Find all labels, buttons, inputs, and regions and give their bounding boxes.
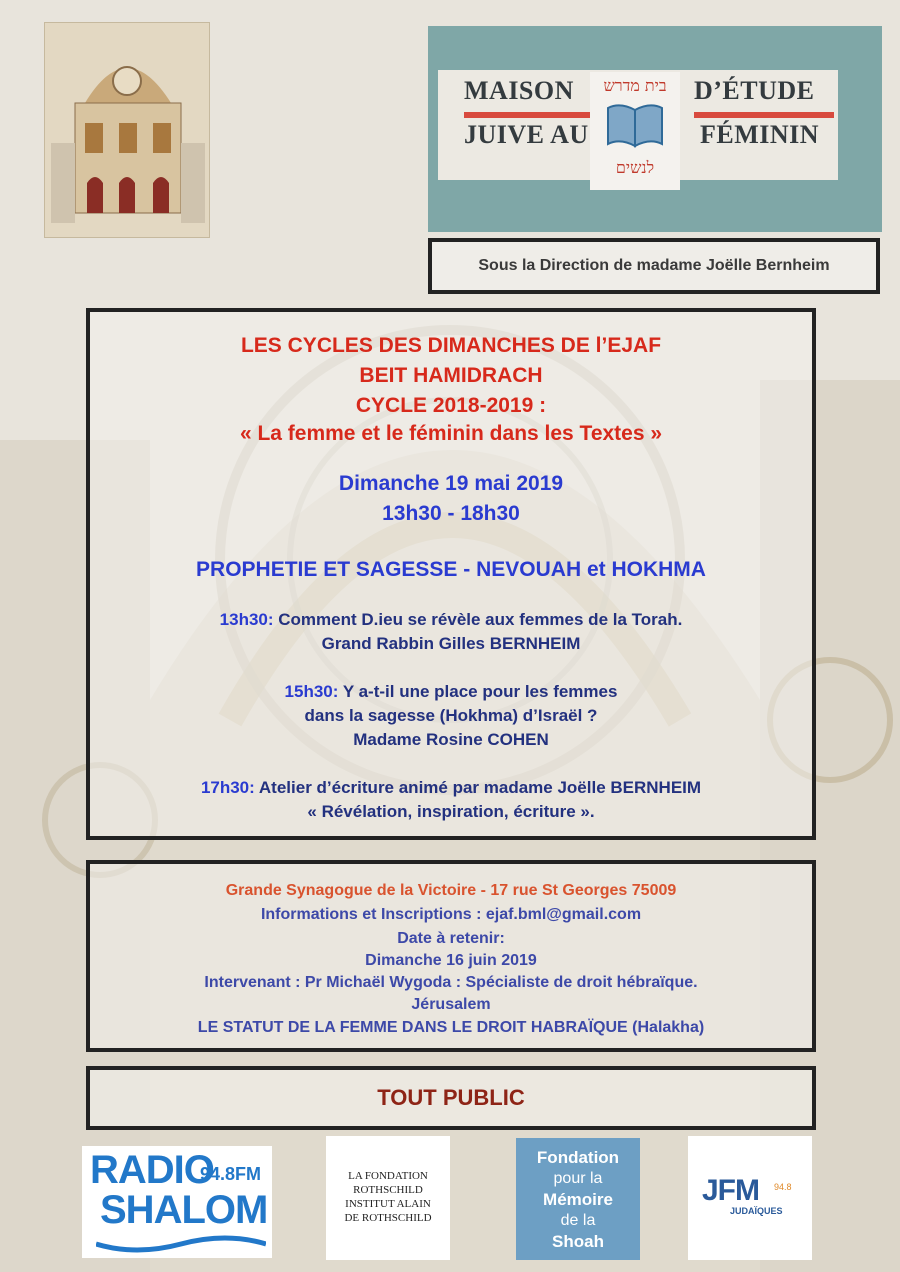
- audience-text: TOUT PUBLIC: [377, 1085, 525, 1110]
- jfm-text: JFM: [702, 1174, 759, 1207]
- session-line: [90, 610, 812, 630]
- topic: LE STATUT DE LA FEMME DANS LE DROIT HABRAÏQUE (Halakha): [197, 1019, 705, 1036]
- jfm-freq: 94.8: [774, 1182, 792, 1192]
- title-line: BEIT HAMIDRACH: [359, 364, 543, 387]
- jfm-sub: JUDAÏQUES: [730, 1206, 783, 1216]
- session-line: [90, 778, 812, 798]
- city: Jérusalem: [411, 996, 491, 1013]
- logo-text: JUIVE AU: [464, 120, 589, 149]
- venue: Grande Synagogue de la Victoire - 17 rue St Georges 75009: [225, 882, 677, 899]
- info-box: [86, 860, 816, 1052]
- session-speaker: Grand Rabbin Gilles BERNHEIM: [321, 634, 581, 653]
- session-time: 13h30:: [219, 610, 274, 629]
- fms-text: de la: [560, 1212, 596, 1229]
- audience-banner: [86, 1066, 816, 1130]
- contact: Informations et Inscriptions : ejaf.bml@gmail.com: [260, 906, 642, 923]
- fms-text: Shoah: [552, 1232, 604, 1251]
- event-time: 13h30 - 18h30: [382, 502, 520, 525]
- event-date: Dimanche 19 mai 2019: [338, 472, 564, 495]
- logo-text: FÉMININ: [700, 120, 820, 149]
- synagogue-painting: [44, 22, 210, 238]
- session-time: 15h30:: [284, 682, 339, 701]
- program-box: [86, 308, 816, 840]
- title-line: CYCLE 2018-2019 :: [355, 394, 547, 417]
- event-theme: PROPHETIE ET SAGESSE - NEVOUAH et HOKHMA: [196, 558, 706, 581]
- save-date: Dimanche 16 juin 2019: [365, 952, 537, 969]
- rothschild-logo: [326, 1136, 450, 1260]
- direction-banner: [428, 238, 880, 294]
- radio-name: RADIO: [90, 1148, 214, 1192]
- session-line: [90, 682, 812, 702]
- rothschild-text: LA FONDATION: [348, 1170, 428, 1182]
- direction-text: Sous la Direction de madame Joëlle Bernheim: [478, 257, 830, 274]
- save-date-label: Date à retenir:: [397, 930, 505, 947]
- radio-freq: 94.8FM: [200, 1164, 262, 1184]
- rothschild-text: DE ROTHSCHILD: [344, 1212, 432, 1224]
- rothschild-text: ROTHSCHILD: [353, 1184, 423, 1196]
- session-title-cont: dans la sagesse (Hokhma) d’Israël ?: [304, 706, 598, 725]
- wave-icon: [96, 1234, 266, 1254]
- logo-text: MAISON: [464, 76, 574, 105]
- session-speaker: Madame Rosine COHEN: [353, 730, 549, 749]
- book-emblem: [590, 72, 680, 190]
- rothschild-text: INSTITUT ALAIN: [345, 1198, 431, 1210]
- fondation-shoah-logo: [516, 1138, 640, 1260]
- session-time: 17h30:: [200, 778, 255, 797]
- session-title: Comment D.ieu se révèle aux femmes de la Torah.: [273, 610, 683, 629]
- logo-divider: [694, 112, 834, 118]
- session-title: Y a-t-il une place pour les femmes: [338, 682, 618, 701]
- hebrew-text: בית מדרש: [603, 76, 667, 95]
- fms-text: Mémoire: [543, 1190, 613, 1209]
- session-title: Atelier d’écriture animé par madame Joëlle BERNHEIM: [254, 778, 702, 797]
- speaker: Intervenant : Pr Michaël Wygoda : Spécialiste de droit hébraïque.: [204, 974, 698, 991]
- book-icon: [604, 100, 666, 150]
- session-subtitle: « Révélation, inspiration, écriture ».: [307, 802, 595, 821]
- radio-shalom-logo: [82, 1146, 272, 1258]
- hebrew-text: לנשים: [615, 158, 655, 177]
- fms-text: Fondation: [536, 1148, 620, 1167]
- radio-name: SHALOM: [100, 1188, 268, 1232]
- fms-text: pour la: [553, 1170, 603, 1187]
- title-line: « La femme et le féminin dans les Textes »: [239, 422, 663, 445]
- logo-divider: [464, 112, 604, 118]
- jfm-logo: [688, 1136, 812, 1260]
- logo-text: D’ÉTUDE: [694, 76, 815, 105]
- title-line: LES CYCLES DES DIMANCHES DE l’EJAF: [240, 334, 662, 357]
- ejaf-logo: [428, 26, 882, 232]
